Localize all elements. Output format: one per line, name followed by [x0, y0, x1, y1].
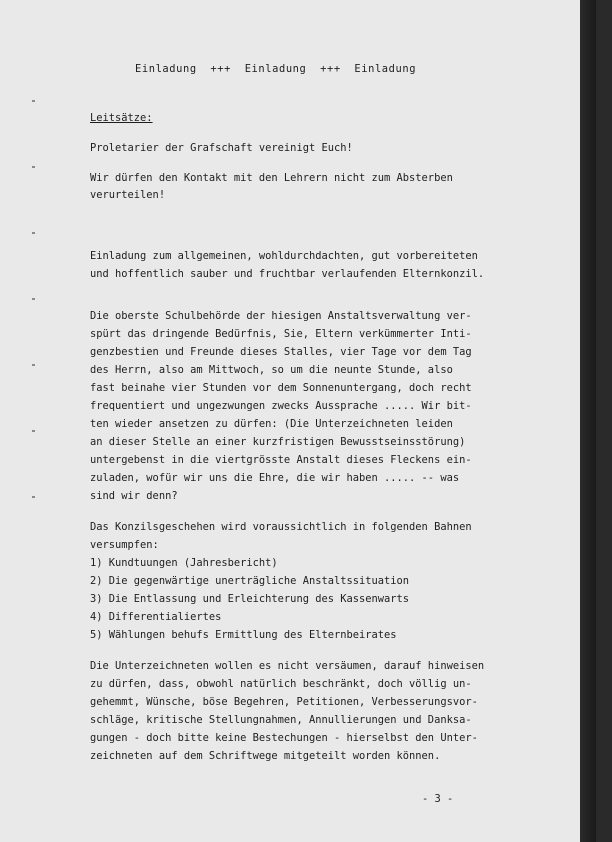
closing-line: Die Unterzeichneten wollen es nicht versäumen, darauf hinweisen	[90, 660, 485, 672]
body-line: des Herrn, also am Mittwoch, so um die neunte Stunde, also	[90, 364, 453, 376]
closing-line: schläge, kritische Stellungnahmen, Annullierungen und Danksa-	[90, 714, 472, 726]
agenda-item: 4) Differentialiertes	[90, 611, 222, 623]
body-line: frequentiert und ungezwungen zwecks Aussprache ..... Wir bit-	[90, 400, 472, 412]
leitsaetze-label: Leitsätze:	[90, 112, 153, 124]
body-line: Die oberste Schulbehörde der hiesigen Anstaltsverwaltung ver-	[90, 310, 472, 322]
body-line: untergebenst in die viertgrösste Anstalt dieses Fleckens ein-	[90, 454, 472, 466]
agenda-intro-line: Das Konzilsgeschehen wird voraussichtlich in folgenden Bahnen	[90, 521, 472, 533]
intro-line: Einladung zum allgemeinen, wohldurchdachten, gut vorbereiteten	[90, 250, 478, 262]
scan-edge	[580, 0, 596, 842]
body-line: genzbestien und Freunde dieses Stalles, vier Tage vor dem Tag	[90, 346, 472, 358]
leitsatz-line: Wir dürfen den Kontakt mit den Lehrern nicht zum Absterben	[90, 172, 453, 184]
body-line: fast beinahe vier Stunden vor dem Sonnenuntergang, doch recht	[90, 382, 472, 394]
intro-line: und hoffentlich sauber und fruchtbar verlaufenden Elternkonzil.	[90, 268, 485, 280]
body-line: sind wir denn?	[90, 490, 178, 502]
document-heading: Einladung +++ Einladung +++ Einladung	[135, 63, 417, 75]
closing-line: zeichneten auf dem Schriftwege mitgeteilt worden können.	[90, 750, 441, 762]
agenda-item: 3) Die Entlassung und Erleichterung des Kassenwarts	[90, 593, 410, 605]
leitsatz-line: Proletarier der Grafschaft vereinigt Euch!	[90, 142, 353, 154]
agenda-item: 2) Die gegenwärtige unerträgliche Anstaltssituation	[90, 575, 410, 587]
page-number: - 3 -	[422, 793, 454, 805]
leitsatz-line: verurteilen!	[90, 189, 166, 201]
agenda-item: 1) Kundtuungen (Jahresbericht)	[90, 557, 278, 569]
body-line: spürt das dringende Bedürfnis, Sie, Eltern verkümmerter Inti-	[90, 328, 472, 340]
body-line: an dieser Stelle an einer kurzfristigen Bewusstseinsstörung)	[90, 436, 466, 448]
closing-line: gungen - doch bitte keine Bestechungen - hierselbst den Unter-	[90, 732, 478, 744]
closing-line: zu dürfen, dass, obwohl natürlich beschränkt, doch völlig un-	[90, 678, 472, 690]
closing-line: gehemmt, Wünsche, böse Begehren, Petitionen, Verbesserungsvor-	[90, 696, 478, 708]
body-line: zuladen, wofür wir uns die Ehre, die wir haben ..... -- was	[90, 472, 460, 484]
body-line: ten wieder ansetzen zu dürfen: (Die Unterzeichneten leiden	[90, 418, 453, 430]
agenda-intro-line: versumpfen:	[90, 539, 159, 551]
agenda-item: 5) Wählungen behufs Ermittlung des Elternbeirates	[90, 629, 397, 641]
